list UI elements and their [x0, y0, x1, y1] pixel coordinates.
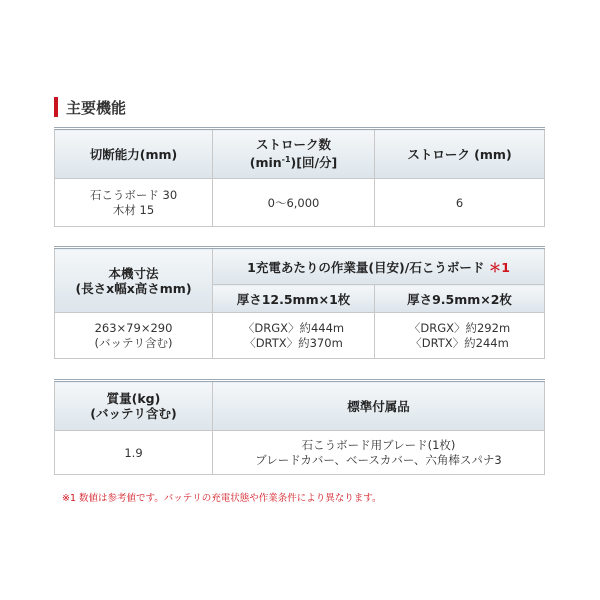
spec-table-mass [54, 379, 545, 475]
cell-workload-9-5: 〈DRGX〉約292m 〈DRTX〉約244m [375, 313, 545, 359]
header-mass: 質量(kg) (バッテリ含む) [55, 381, 213, 431]
cell-cutting-capacity: 石こうボード 30 木材 15 [55, 179, 213, 227]
cell-dimensions: 263×79×290 (バッテリ含む) [55, 313, 213, 359]
section-title: 主要機能 [66, 98, 127, 117]
spec-table-dimensions [54, 246, 545, 359]
heading-accent-bar [54, 97, 58, 117]
header-accessories: 標準付属品 [213, 381, 545, 431]
section-heading [54, 96, 126, 118]
header-workload: 1充電あたりの作業量(目安)/石こうボード ＊1 [213, 248, 545, 285]
footnote-marker: ＊1 [488, 259, 510, 275]
header-dimensions: 本機寸法 (長さx幅x高さmm) [55, 248, 213, 313]
header-cutting-capacity: 切断能力(mm) [55, 129, 213, 179]
cell-mass: 1.9 [55, 431, 213, 475]
cell-stroke-rate: 0〜6,000 [213, 179, 375, 227]
header-thickness-12-5: 厚さ12.5mm×1枚 [213, 285, 375, 313]
header-thickness-9-5: 厚さ9.5mm×2枚 [375, 285, 545, 313]
cell-workload-12-5: 〈DRGX〉約444m 〈DRTX〉約370m [213, 313, 375, 359]
header-stroke-rate: ストローク数 $(\min^{-1})$[回/分] [213, 129, 375, 179]
header-stroke: ストローク (mm) [375, 129, 545, 179]
cell-accessories: 石こうボード用ブレード(1枚) ブレードカバー、ベースカバー、六角棒スパナ3 [213, 431, 545, 475]
cell-stroke: 6 [375, 179, 545, 227]
footnote: ※1 数値は参考値です。バッテリの充電状態や作業条件により異なります。 [62, 493, 382, 504]
spec-table-cutting [54, 127, 545, 227]
